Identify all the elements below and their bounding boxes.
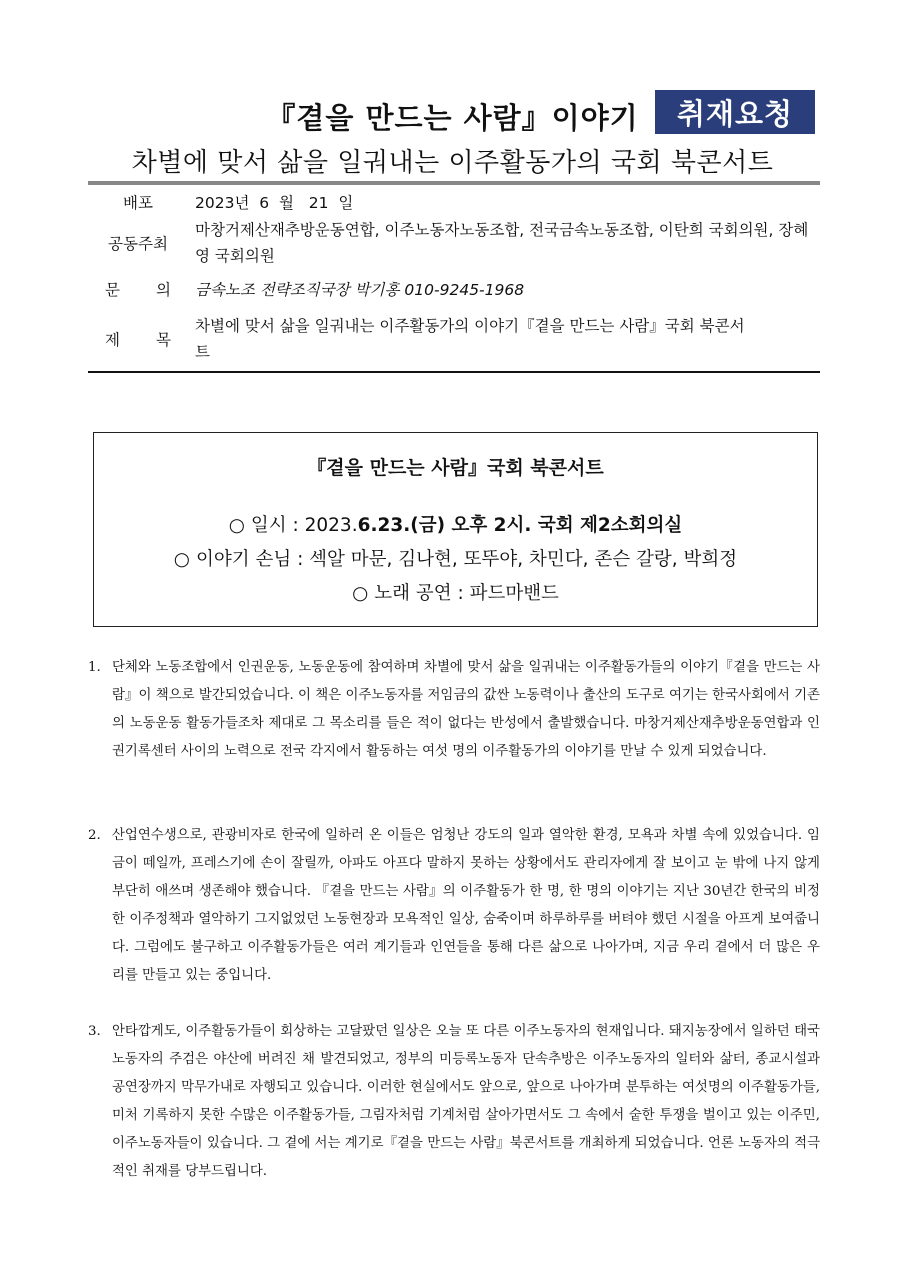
inquiry-value: 금속노조 전략조직국장 박기홍 010-9245-1968 [195,281,525,299]
concert-performance: ○ 노래 공연 : 파드마밴드 [352,583,559,604]
header-divider [88,181,820,185]
info-divider [88,371,820,373]
concert-datetime: ○ 일시 : 2023.6.23.(금) 오후 2시. 국회 제2소회의실 [228,515,683,536]
distribution-label: 배포 [123,194,153,212]
cohost-label: 공동주최 [108,235,168,253]
page-subtitle: 차별에 맞서 삶을 일궈내는 이주활동가의 국회 북콘서트 [131,148,774,178]
paragraph-1: 1. 단체와 노동조합에서 인권운동, 노동운동에 참여하며 차별에 맞서 삶을 일궈내는 이주활동가들의 이야기『곁을 만드는 사람』이 책으로 발간되었습니다. 이 책은 이주노동자를 저임금의 값싼 노동력이나 출산의 도구로 여기는 한국사회에서 기존의 노동운동 활동가들조차 제대로 그 목소리를 들은 적이 없다는 반성에서 출발했습니다. 마창거제산재추방운동연합과 인권기록센터 사이의 노력으로 전국 각지에서 활동하는 여섯 명의 이주활동가의 이야기를 만날 수 있게 되었습니다. [88,660,820,759]
concert-info-box [93,432,818,627]
distribution-date: 2023년 6 월 21 일 [195,194,354,212]
paragraph-3: 3. 안타깝게도, 이주활동가들이 회상하는 고달팠던 일상은 오늘 또 다른 이주노동자의 현재입니다. 돼지농장에서 일하던 태국노동자의 주검은 야산에 버려진 채 발견되었고, 정부의 미등록노동자 단속추방은 이주노동자의 일터와 삶터, 종교시설과 공연장까지 막무가내로 자행되고 있습니다. 이러한 현실에서도 앞으로, 앞으로 나아가며 분투하는 여섯명의 이주활동가들, 미처 기록하지 못한 수많은 이주활동가들, 그림자처럼 기계처럼 살아가면서도 그 속에서 숱한 투쟁을 벌이고 있는 이주민, 이주노동자들이 있습니다. 그 곁에 서는 계기로『곁을 만드는 사람』북콘서트를 개최하게 되었습니다. 언론 노동자의 적극적인 취재를 당부드립니다. [88,1024,820,1179]
page-title: 『곁을 만드는 사람』이야기 [266,101,639,135]
concert-title: 『곁을 만드는 사람』국회 북콘서트 [307,457,604,479]
press-request-badge: 취재요청 [655,90,815,134]
title-value: 차별에 맞서 삶을 일궈내는 이주활동가의 이야기『곁을 만드는 사람』국회 북콘서트 [195,317,745,361]
inquiry-label: 문의 [105,281,171,299]
cohost-value: 마창거제산재추방운동연합, 이주노동자노동조합, 전국금속노동조합, 이탄희 국회의원, 장혜영 국회의원 [195,221,809,265]
paragraph-2: 2. 산업연수생으로, 관광비자로 한국에 일하러 온 이들은 엄청난 강도의 일과 열악한 환경, 모욕과 차별 속에 있었습니다. 임금이 떼일까, 프레스기에 손이 잘릴까, 아파도 아프다 말하지 못하는 상황에서도 관리자에게 잘 보이고 눈 밖에 나지 않게 부단히 애쓰며 생존해야 했습니다. 『곁을 만드는 사람』의 이주활동가 한 명, 한 명의 이야기는 지난 30년간 한국의 비정한 이주정책과 열악하기 그지없었던 노동현장과 모욕적인 일상, 숨죽이며 하루하루를 버텨야 했던 시절을 아프게 보여줍니다. 그럼에도 불구하고 이주활동가들은 여러 계기들과 인연들을 통해 다른 삶으로 나아가며, 지금 우리 곁에서 더 많은 우리를 만들고 있는 중입니다. [88,828,820,983]
title-label: 제목 [105,331,171,349]
concert-guests: ○ 이야기 손님 : 섹알 마문, 김나현, 또뚜야, 차민다, 존슨 갈랑, 박희정 [173,549,738,570]
